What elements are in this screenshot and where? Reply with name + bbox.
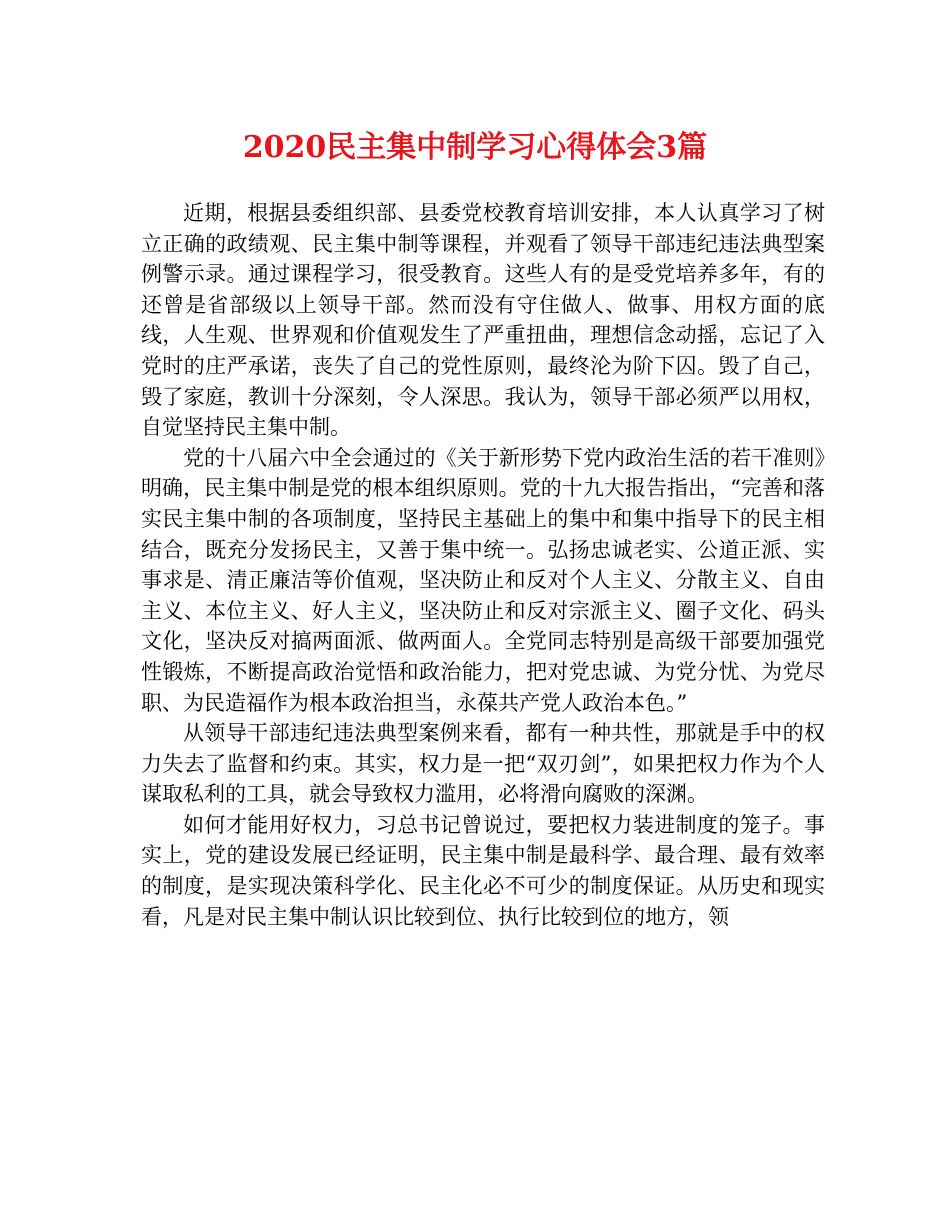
paragraph-2: 党的十八届六中全会通过的《关于新形势下党内政治生活的若干准则》明确，民主集中制是党的根本组织原则。党的十九大报告指出，“完善和落实民主集中制的各项制度，坚持民主基础上的集中和集中指导下的民主相结合，既充分发扬民主，又善于集中统一。弘扬忠诚老实、公道正派、实事求是、清正廉洁等价值观，坚决防止和反对个人主义、分散主义、自由主义、本位主义、好人主义，坚决防止和反对宗派主义、圈子文化、码头文化，坚决反对搞两面派、做两面人。全党同志特别是高级干部要加强党性锻炼，不断提高政治觉悟和政治能力，把对党忠诚、为党分忧、为党尽职、为民造福作为根本政治担当，永葆共产党人政治本色。” — [141, 445, 825, 715]
paragraph-3: 从领导干部违纪违法典型案例来看，都有一种共性，那就是手中的权力失去了监督和约束。其实，权力是一把“双刃剑”，如果把权力作为个人谋取私利的工具，就会导致权力滥用，必将滑向腐败的深渊。 — [141, 721, 825, 807]
document-title: 2020民主集中制学习心得体会3篇 — [242, 130, 708, 165]
paragraph-1: 近期，根据县委组织部、县委党校教育培训安排，本人认真学习了树立正确的政绩观、民主集中制等课程，并观看了领导干部违纪违法典型案例警示录。通过课程学习，很受教育。这些人有的是受党培养多年，有的还曾是省部级以上领导干部。然而没有守住做人、做事、用权方面的底线，人生观、世界观和价值观发生了严重扭曲，理想信念动摇，忘记了入党时的庄严承诺，丧失了自己的党性原则，最终沦为阶下囚。毁了自己，毁了家庭，教训十分深刻，令人深思。我认为，领导干部必须严以用权，自觉坚持民主集中制。 — [141, 201, 825, 440]
paragraph-4: 如何才能用好权力，习总书记曾说过，要把权力装进制度的笼子。事实上，党的建设发展已经证明，民主集中制是最科学、最合理、最有效率的制度，是实现决策科学化、民主化必不可少的制度保证。从历史和现实看，凡是对民主集中制认识比较到位、执行比较到位的地方，领 — [141, 812, 825, 929]
document-body — [141, 198, 825, 932]
